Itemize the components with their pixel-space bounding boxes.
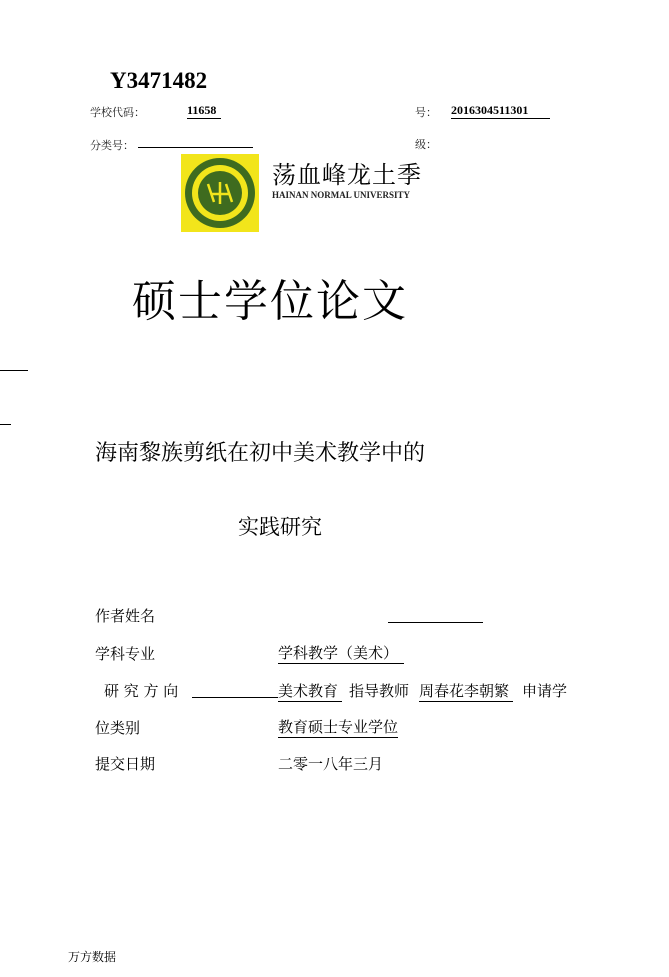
degree-prefix: 申请学 xyxy=(522,682,568,700)
document-type: 硕士学位论文 xyxy=(132,276,408,327)
classification-label: 分类号： xyxy=(90,139,134,152)
level-label: 级： xyxy=(415,138,437,151)
degree-label: 位类别 xyxy=(95,719,141,737)
date-value: 二零一八年三月 xyxy=(278,755,384,773)
university-logo xyxy=(181,154,259,232)
student-number-label: 号： xyxy=(415,106,437,119)
university-name-cn: 荡血峰龙土季 xyxy=(272,161,422,189)
thesis-title-line1: 海南黎族剪纸在初中美术教学中的 xyxy=(95,441,426,466)
degree-value: 教育硕士专业学位 xyxy=(278,718,399,736)
watermark-text: 万方数据 xyxy=(68,950,117,964)
major-label: 学科专业 xyxy=(95,645,156,663)
thesis-title-line2: 实践研究 xyxy=(238,515,322,539)
advisor-value: 周春花李朝繁 xyxy=(419,680,513,702)
margin-mark xyxy=(0,424,11,425)
classification-underline xyxy=(138,147,253,148)
direction-value: 美术教育 xyxy=(278,680,342,702)
author-underline xyxy=(388,622,483,623)
major-value: 学科教学（美术） xyxy=(278,642,404,664)
school-code-value: 11658 xyxy=(187,103,221,119)
date-label: 提交日期 xyxy=(95,755,156,773)
catalog-number: Y3471482 xyxy=(110,68,208,93)
student-number-value: 2016304511301 xyxy=(451,103,550,119)
school-code-label: 学校代码： xyxy=(90,106,145,119)
direction-underline xyxy=(192,697,278,698)
direction-label: 研 究 方 向 xyxy=(104,682,179,700)
author-label: 作者姓名 xyxy=(95,607,156,625)
university-emblem-icon xyxy=(181,154,259,232)
university-name-en: HAINAN NORMAL UNIVERSITY xyxy=(272,190,411,200)
advisor-label: 指导教师 xyxy=(349,682,410,700)
margin-mark xyxy=(0,370,28,371)
